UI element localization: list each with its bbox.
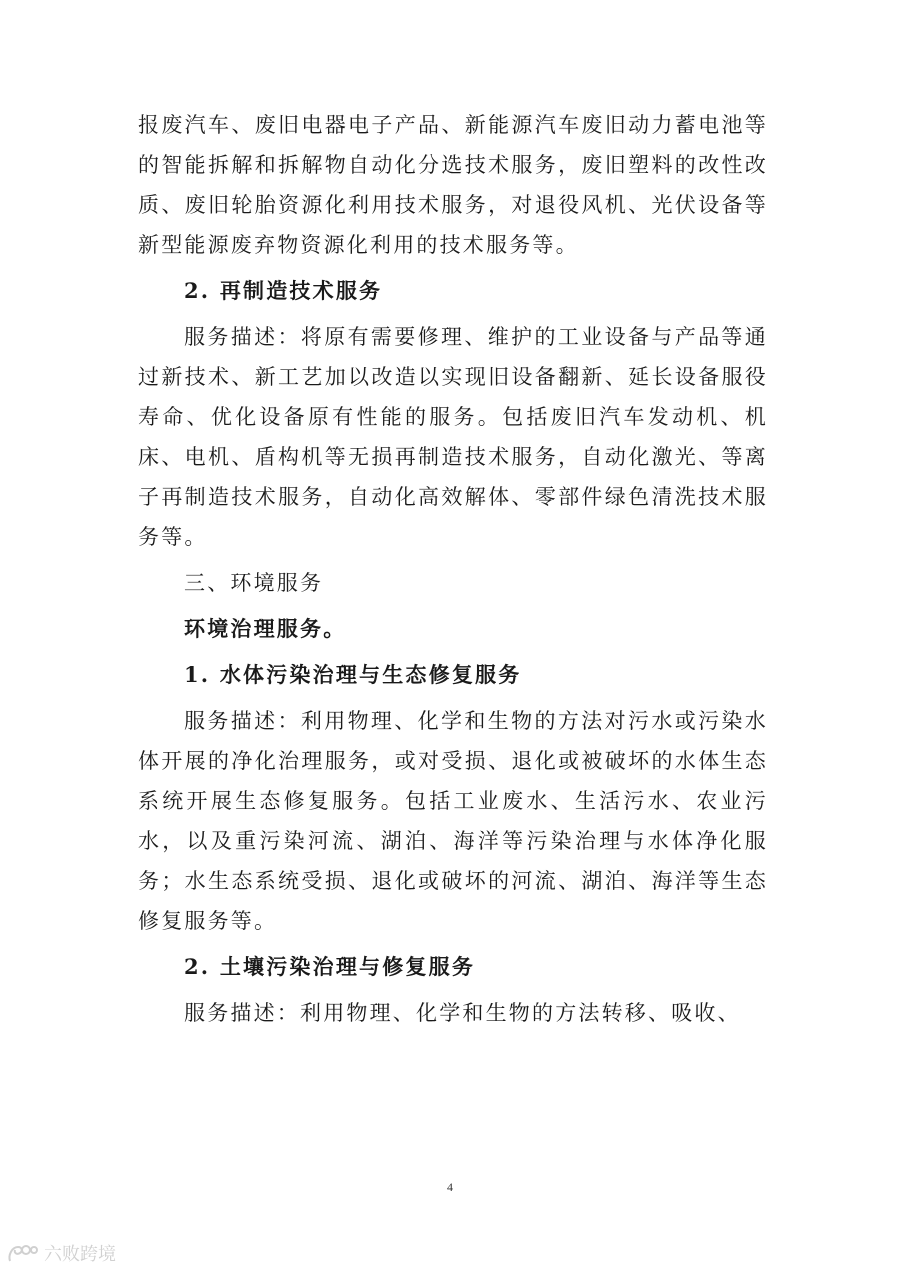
- watermark-logo-icon: [6, 1241, 40, 1265]
- watermark-text: 六败跨境: [44, 1244, 116, 1265]
- chapter-heading: 三、环境服务: [184, 571, 324, 595]
- body-paragraph: 服务描述：利用物理、化学和生物的方法转移、吸收、: [184, 1001, 741, 1025]
- body-paragraph: 报废汽车、废旧电器电子产品、新能源汽车废旧动力蓄电池等的智能拆解和拆解物自动化分选技术服务，废旧塑料的改性改质、废旧轮胎资源化利用技术服务，对退役风机、光伏设备等新型能源废弃物资源化利用的技术服务等。: [138, 113, 768, 257]
- document-body: [138, 105, 768, 1039]
- section-heading: 环境治理服务。: [184, 616, 347, 641]
- watermark: [6, 1238, 116, 1268]
- body-paragraph: 服务描述：将原有需要修理、维护的工业设备与产品等通过新技术、新工艺加以改造以实现旧设备翻新、延长设备服役寿命、优化设备原有性能的服务。包括废旧汽车发动机、机床、电机、盾构机等无损再制造技术服务，自动化激光、等离子再制造技术服务，自动化高效解体、零部件绿色清洗技术服务等。: [138, 325, 768, 549]
- section-heading: 1. 水体污染治理与生态修复服务: [184, 662, 522, 687]
- section-heading: 2. 再制造技术服务: [184, 278, 383, 303]
- body-paragraph: 服务描述：利用物理、化学和生物的方法对污水或污染水体开展的净化治理服务，或对受损、退化或被破坏的水体生态系统开展生态修复服务。包括工业废水、生活污水、农业污水，以及重污染河流、湖泊、海洋等污染治理与水体净化服务；水生态系统受损、退化或破坏的河流、湖泊、海洋等生态修复服务等。: [138, 709, 768, 933]
- section-heading: 2. 土壤污染治理与修复服务: [184, 954, 476, 979]
- page-number: 4: [447, 1180, 453, 1194]
